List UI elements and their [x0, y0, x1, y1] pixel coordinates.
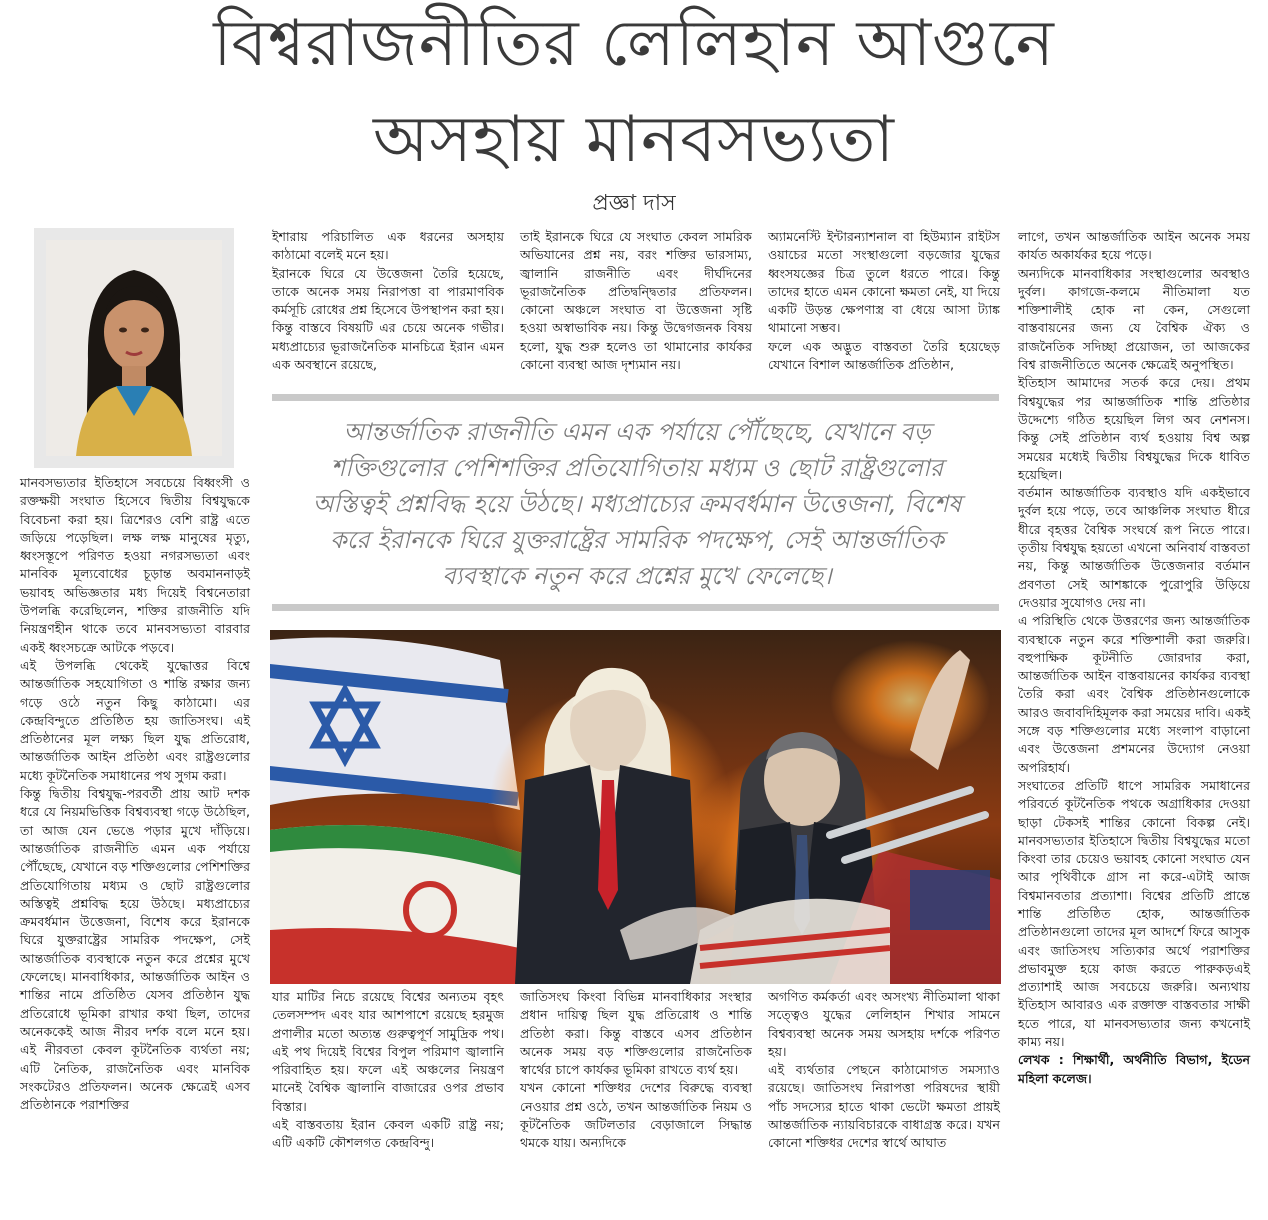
paragraph: অন্যদিকে মানবাধিকার সংস্থাগুলোর অবস্থাও দুর্বল। কাগজে-কলমে নীতিমালা যত শক্তিশালীই হোক না কেন, সেগুলো বাস্তবায়নের জন্য যে বৈশ্বিক ঐক্য ও রাজনৈতিক সদিচ্ছা প্রয়োজন, তা আজকের বিশ্ব রাজনীতিতে অনেক ক্ষেত্রেই অনুপস্থিত।	[1018, 265, 1250, 373]
pullquote-rule-top	[272, 394, 999, 401]
paragraph: যার মাটির নিচে রয়েছে বিশ্বের অন্যতম বৃহৎ তেলসম্পদ এবং যার আশপাশে রয়েছে হরমুজ প্রণালীর মতো অত্যন্ত গুরুত্বপূর্ণ সামুদ্রিক পথ। এই পথ দিয়েই বিশ্বের বিপুল পরিমাণ জ্বালানি পরিবাহিত হয়। ফলে এই অঞ্চলের নিয়ন্ত্রণ মানেই বৈশ্বিক জ্বালানি বাজারের ওপর প্রভাব বিস্তার।	[272, 989, 504, 1114]
column-3-bottom	[520, 988, 752, 1153]
headline-line-2: অসহায় মানবসভ্যতা	[373, 103, 895, 177]
column-right	[1018, 228, 1250, 1088]
paragraph: এ পরিস্থিতি থেকে উত্তরণের জন্য আন্তর্জাতিক ব্যবস্থাকে নতুন করে শক্তিশালী করা জরুরি। বহুপাক্ষিক কূটনীতি জোরদার করা, আন্তর্জাতিক আইন বাস্তবায়নের কার্যকর ব্যবস্থা তৈরি করা এবং বৈশ্বিক প্রতিষ্ঠানগুলোকে আরও জবাবদিহিমূলক করা সময়ের দাবি। একই সঙ্গে বড় শক্তিগুলোর মধ্যে সংলাপ বাড়ানো এবং উত্তেজনা প্রশমনের উদ্যোগ নেওয়া অপরিহার্য।	[1018, 613, 1250, 775]
column-2-bottom	[272, 988, 504, 1153]
author-photo-frame	[34, 228, 234, 468]
headline-line-1: বিশ্বরাজনীতির লেলিহান আগুনে	[213, 7, 1055, 81]
paragraph: যখন কোনো শক্তিধর দেশের বিরুদ্ধে ব্যবস্থা নেওয়ার প্রশ্ন ওঠে, তখন আন্তর্জাতিক নিয়ম ও কূটনৈতিক জটিলতার বেড়াজালে সিদ্ধান্ত থমকে যায়। অন্যদিকে	[520, 1080, 752, 1151]
column-3-top	[520, 228, 752, 374]
pullquote: আন্তর্জাতিক রাজনীতি এমন এক পর্যায়ে পৌঁছেছে, যেখানে বড় শক্তিগুলোর পেশিশক্তির প্রতিযোগিতায় মধ্যম ও ছোট রাষ্ট্রগুলোর অস্তিত্বই প্রশ্নবিদ্ধ হয়ে উঠছে। মধ্যপ্রাচ্যের ক্রমবর্ধমান উত্তেজনা, বিশেষ করে ইরানকে ঘিরে যুক্তরাষ্ট্রের সামরিক পদক্ষেপ, সেই আন্তর্জাতিক ব্যবস্থাকে নতুন করে প্রশ্নের মুখে ফেলেছে।	[312, 418, 962, 590]
author-portrait-illustration	[46, 240, 222, 456]
paragraph: বর্তমান আন্তর্জাতিক ব্যবস্থাও যদি একইভাবে দুর্বল হয়ে পড়ে, তবে আঞ্চলিক সংঘাত ধীরে ধীরে বৃহত্তর বৈশ্বিক সংঘর্ষে রূপ নিতে পারে। তৃতীয় বিশ্বযুদ্ধ হয়তো এখনো অনিবার্য বাস্তবতা নয়, কিন্তু আন্তর্জাতিক উত্তেজনার বর্তমান প্রবণতা সেই আশঙ্কাকে পুরোপুরি উড়িয়ে দেওয়ার সুযোগও দেয় না।	[1018, 485, 1250, 610]
paragraph: জাতিসংঘ কিংবা বিভিন্ন মানবাধিকার সংস্থার প্রধান দায়িত্ব ছিল যুদ্ধ প্রতিরোধ ও শান্তি প্রতিষ্ঠা করা। কিন্তু বাস্তবে এসব প্রতিষ্ঠান অনেক সময় বড় শক্তিগুলোর রাজনৈতিক স্বার্থের চাপে কার্যকর ভূমিকা রাখতে ব্যর্থ হয়।	[520, 989, 752, 1078]
paragraph: ইতিহাস আমাদের সতর্ক করে দেয়। প্রথম বিশ্বযুদ্ধের পর আন্তর্জাতিক শান্তি প্রতিষ্ঠার উদ্দেশ্যে গঠিত হয়েছিল লিগ অব নেশনস। কিন্তু সেই প্রতিষ্ঠান ব্যর্থ হওয়ায় বিশ্ব অল্প সময়ের মধ্যেই দ্বিতীয় বিশ্বযুদ্ধের দিকে ধাবিত হয়েছিল।	[1018, 375, 1250, 482]
pullquote-rule-bottom	[272, 604, 999, 611]
column-4-top	[768, 228, 1000, 374]
paragraph: অ্যামনেস্টি ইন্টারন্যাশনাল বা হিউম্যান রাইটস ওয়াচের মতো সংস্থাগুলো বড়জোর যুদ্ধের ধ্বংসযজ্ঞের চিত্র তুলে ধরতে পারে। কিন্তু তাদের হাতে এমন কোনো ক্ষমতা নেই, যা দিয়ে একটি উড়ন্ত ক্ষেপণাস্ত্র বা ধেয়ে আসা ট্যাঙ্ক থামানো সম্ভব।	[768, 229, 1000, 336]
article-illustration	[270, 630, 1001, 984]
paragraph: এই ব্যর্থতার পেছনে কাঠামোগত সমস্যাও রয়েছে। জাতিসংঘ নিরাপত্তা পরিষদের স্থায়ী পাঁচ সদস্যের হাতে থাকা ভেটো ক্ষমতা প্রায়ই আন্তর্জাতিক ন্যায়বিচারকে বাধাগ্রস্ত করে। যখন কোনো শক্তিধর দেশের স্বার্থে আঘাত	[768, 1062, 1000, 1151]
paragraph: লাগে, তখন আন্তর্জাতিক আইন অনেক সময় কার্যত অকার্যকর হয়ে পড়ে।	[1018, 229, 1250, 263]
paragraph: ফলে এক অদ্ভুত বাস্তবতা তৈরি হয়েছেড় যেখানে বিশাল আন্তর্জাতিক প্রতিষ্ঠান,	[768, 338, 1000, 373]
author-photo	[46, 240, 222, 456]
column-2-top	[272, 228, 504, 374]
paragraph: ইরানকে ঘিরে যে উত্তেজনা তৈরি হয়েছে, তাকে অনেক সময় নিরাপত্তা বা পারমাণবিক কর্মসূচি রোধের প্রশ্ন হিসেবে উপস্থাপন করা হয়। কিন্তু বাস্তবে বিষয়টি এর চেয়ে অনেক গভীর। মধ্যপ্রাচ্যের ভূরাজনৈতিক মানচিত্রে ইরান এমন এক অবস্থানে রয়েছে,	[272, 265, 504, 373]
paragraph: এই উপলব্ধি থেকেই যুদ্ধোত্তর বিশ্বে আন্তর্জাতিক সহযোগিতা ও শান্তি রক্ষার জন্য গড়ে ওঠে নতুন কিছু কাঠামো। এর কেন্দ্রবিন্দুতে প্রতিষ্ঠিত হয় জাতিসংঘ। এই প্রতিষ্ঠানের মূল লক্ষ্য ছিল যুদ্ধ প্রতিরোধ, আন্তর্জাতিক আইন প্রতিষ্ঠা এবং রাষ্ট্রগুলোর মধ্যে কূটনৈতিক সমাধানের পথ সুগম করা।	[20, 657, 250, 783]
paragraph: সংঘাতের প্রতিটি ধাপে সামরিক সমাধানের পরিবর্তে কূটনৈতিক পথকে অগ্রাধিকার দেওয়া ছাড়া টেকসই শান্তির কোনো বিকল্প নেই। মানবসভ্যতার ইতিহাসে দ্বিতীয় বিশ্বযুদ্ধের মতো কিংবা তার চেয়েও ভয়াবহ কোনো সংঘাত যেন আর পৃথিবীকে গ্রাস না করে-এটাই আজ বিশ্বমানবতার প্রত্যাশা। বিশ্বের প্রতিটি প্রান্তে শান্তি প্রতিষ্ঠিত হোক, আন্তর্জাতিক প্রতিষ্ঠানগুলো তাদের মূল আদর্শে ফিরে আসুক এবং জাতিসংঘ সত্যিকার অর্থে পরাশক্তির প্রভাবমুক্ত হয়ে কাজ করতে পারুকড়এই প্রত্যাশাই আজ সবচেয়ে জরুরি। অন্যথায় ইতিহাস আবারও এক রক্তাক্ত বাস্তবতার সাক্ষী হতে পারে, যা মানবসভ্যতার জন্য কখনোই কাম্য নয়।	[1018, 777, 1250, 1050]
author-note: লেখক : শিক্ষার্থী, অর্থনীতি বিভাগ, ইডেন মহিলা কলেজ।	[1018, 1052, 1250, 1086]
conflict-collage-illustration	[270, 630, 1001, 984]
column-4-bottom	[768, 988, 1000, 1153]
paragraph: মানবসভ্যতার ইতিহাসে সবচেয়ে বিধ্বংসী ও রক্তক্ষয়ী সংঘাত হিসেবে দ্বিতীয় বিশ্বযুদ্ধকে বিবেচনা করা হয়। ত্রিশেরও বেশি রাষ্ট্র এতে জড়িয়ে পড়েছিল। লক্ষ লক্ষ মানুষের মৃত্যু, ধ্বংসস্তূপে পরিণত হওয়া নগরসভ্যতা এবং মানবিক মূল্যবোধের চূড়ান্ত অবমাননাড়ই ভয়াবহ অভিজ্ঞতার মধ্য দিয়েই বিশ্বনেতারা উপলব্ধি করেছিলেন, শক্তির রাজনীতি যদি নিয়ন্ত্রণহীন থাকে তবে মানবসভ্যতা বারবার একই ধ্বংসচক্রে আটকে পড়বে।	[20, 475, 250, 655]
byline: প্রজ্ঞা দাস	[592, 191, 676, 216]
paragraph: অগণিত কর্মকর্তা এবং অসংখ্য নীতিমালা থাকা সত্ত্বেও যুদ্ধের লেলিহান শিখার সামনে বিশ্বব্যবস্থা অনেক সময় অসহায় দর্শকে পরিণত হয়।	[768, 989, 1000, 1059]
paragraph: তাই ইরানকে ঘিরে যে সংঘাত কেবল সামরিক অভিযানের প্রশ্ন নয়, বরং শক্তির ভারসাম্য, জ্বালানি রাজনীতি এবং দীর্ঘদিনের ভূরাজনৈতিক প্রতিদ্বন্দ্বিতার প্রতিফলন। কোনো অঞ্চলে সংঘাত বা উত্তেজনা সৃষ্টি হওয়া অস্বাভাবিক নয়। কিন্তু উদ্বেগজনক বিষয় হলো, যুদ্ধ শুরু হলেও তা থামানোর কার্যকর কোনো ব্যবস্থা আজ দৃশ্যমান নয়।	[520, 229, 752, 373]
paragraph: এই বাস্তবতায় ইরান কেবল একটি রাষ্ট্র নয়; এটি একটি কৌশলগত কেন্দ্রবিন্দু।	[272, 1117, 504, 1151]
paragraph: কিন্তু দ্বিতীয় বিশ্বযুদ্ধ-পরবর্তী প্রায় আট দশক ধরে যে নিয়মভিত্তিক বিশ্বব্যবস্থা গড়ে উঠেছিল, তা আজ যেন ভেঙে পড়ার মুখে দাঁড়িয়ে। আন্তর্জাতিক রাজনীতি এমন এক পর্যায়ে পৌঁছেছে, যেখানে বড় শক্তিগুলোর পেশিশক্তির প্রতিযোগিতায় মধ্যম ও ছোট রাষ্ট্রগুলোর অস্তিত্বই প্রশ্নবিদ্ধ হয়ে উঠছে। মধ্যপ্রাচ্যের ক্রমবর্ধমান উত্তেজনা, বিশেষ করে ইরানকে ঘিরে যুক্তরাষ্ট্রের সামরিক পদক্ষেপ, সেই আন্তর্জাতিক ব্যবস্থাকে নতুন করে প্রশ্নের মুখে ফেলেছে। মানবাধিকার, আন্তর্জাতিক আইন ও শান্তির নামে প্রতিষ্ঠিত যেসব প্রতিষ্ঠান যুদ্ধ প্রতিরোধে ভূমিকা রাখার কথা ছিল, তাদের অনেককেই আজ নীরব দর্শক বলে মনে হয়। এই নীরবতা কেবল কূটনৈতিক ব্যর্থতা নয়; এটি নৈতিক, রাজনৈতিক এবং মানবিক সংকটেরও প্রতিফলন। অনেক ক্ষেত্রেই এসব প্রতিষ্ঠানকে পরাশক্তির	[20, 786, 250, 1113]
paragraph: ইশারায় পরিচালিত এক ধরনের অসহায় কাঠামো বলেই মনে হয়।	[272, 229, 504, 263]
column-left	[20, 474, 250, 1114]
